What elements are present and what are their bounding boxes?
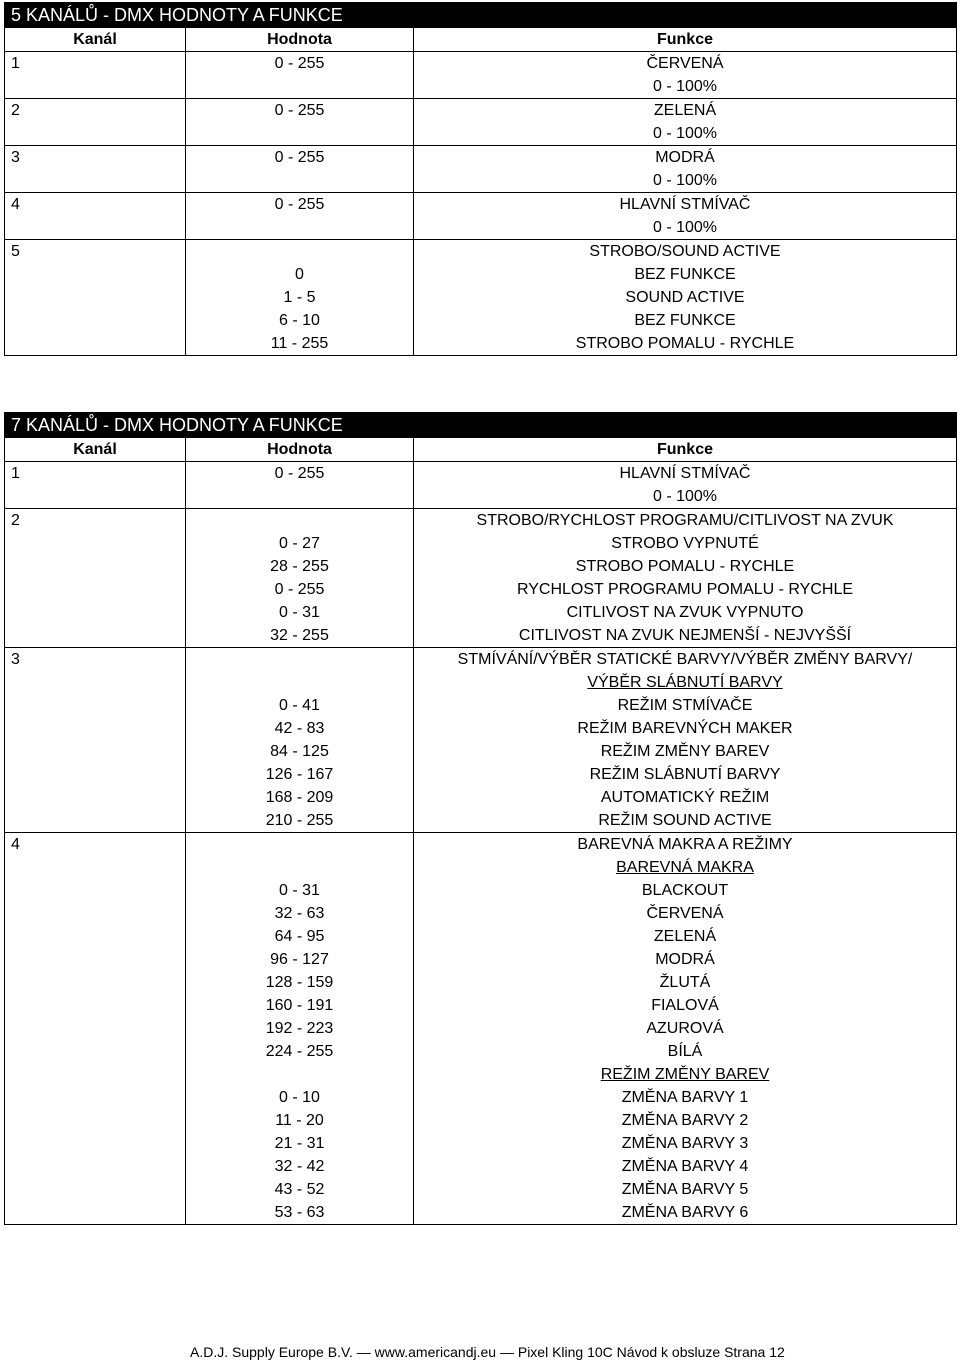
function-line: MODRÁ	[655, 149, 715, 166]
value-line: 53 - 63	[274, 1204, 325, 1221]
function-line: REŽIM STMÍVAČE	[617, 697, 753, 714]
value-line: 28 - 255	[270, 558, 329, 575]
value-line: 0	[295, 266, 304, 283]
value-line: 1 - 5	[283, 289, 316, 306]
table-row	[5, 647, 956, 832]
function-line: BEZ FUNKCE	[634, 266, 736, 283]
channel-number: 4	[11, 196, 20, 213]
channel-number: 5	[11, 243, 20, 260]
value-line: 210 - 255	[265, 812, 334, 829]
header-channel: Kanál	[73, 441, 117, 458]
channel-number: 2	[11, 102, 20, 119]
value-line: 0 - 31	[279, 882, 320, 899]
value-line: 21 - 31	[274, 1135, 325, 1152]
function-line: MODRÁ	[655, 951, 715, 968]
value-line	[186, 485, 413, 508]
function-line: AUTOMATICKÝ REŽIM	[600, 789, 770, 806]
function-line: BEZ FUNKCE	[634, 312, 736, 329]
function-line: ŽLUTÁ	[659, 974, 711, 991]
value-cell	[185, 462, 413, 508]
function-cell	[413, 462, 956, 508]
table-5-channels	[4, 2, 957, 356]
header-value: Hodnota	[185, 438, 413, 461]
value-line: 0 - 255	[274, 465, 325, 482]
function-line: ZMĚNA BARVY 5	[621, 1181, 749, 1198]
header-value: Hodnota	[185, 28, 413, 51]
channel-number: 1	[11, 465, 20, 482]
function-line: BLACKOUT	[641, 882, 729, 899]
value-line	[186, 169, 413, 192]
table-header-row	[5, 28, 956, 51]
value-line	[186, 833, 413, 856]
value-line: 42 - 83	[274, 720, 325, 737]
value-line: 0 - 255	[274, 55, 325, 72]
channel-cell	[5, 648, 185, 832]
page-footer: A.D.J. Supply Europe B.V. — www.americandj.eu — Pixel Kling 10C Návod k obsluze Strana 12	[190, 1344, 785, 1360]
value-line: 96 - 127	[270, 951, 329, 968]
function-line: 0 - 100%	[652, 125, 718, 142]
channel-cell	[5, 193, 185, 239]
function-cell	[413, 193, 956, 239]
table-row	[5, 192, 956, 239]
value-line	[186, 122, 413, 145]
function-line: FIALOVÁ	[651, 997, 719, 1014]
channel-cell	[5, 146, 185, 192]
table-row	[5, 145, 956, 192]
table-row	[5, 461, 956, 508]
channel-cell	[5, 833, 185, 1224]
value-line: 11 - 20	[275, 1112, 324, 1129]
table-header-row	[5, 438, 956, 461]
function-line: REŽIM BAREVNÝCH MAKER	[577, 720, 793, 737]
value-line: 160 - 191	[265, 997, 334, 1014]
header-channel: Kanál	[73, 31, 117, 48]
function-line: STROBO/RYCHLOST PROGRAMU/CITLIVOST NA ZVUK	[476, 512, 894, 529]
table-row	[5, 832, 956, 1224]
channel-number: 3	[11, 651, 20, 668]
value-line	[186, 856, 413, 879]
value-line: 0 - 31	[279, 604, 320, 621]
value-cell	[185, 833, 413, 1224]
value-line	[186, 671, 413, 694]
function-line: ZELENÁ	[653, 102, 717, 119]
function-line: REŽIM SOUND ACTIVE	[598, 812, 772, 829]
channel-cell	[5, 509, 185, 647]
value-line	[186, 216, 413, 239]
table-row	[5, 508, 956, 647]
function-cell	[413, 509, 956, 647]
function-line: REŽIM ZMĚNY BAREV	[600, 743, 770, 760]
value-line: 0 - 41	[279, 697, 320, 714]
value-line: 43 - 52	[274, 1181, 325, 1198]
table-title: 7 KANÁLŮ - DMX HODNOTY A FUNKCE	[5, 413, 956, 438]
function-line: BAREVNÁ MAKRA A REŽIMY	[577, 836, 793, 853]
value-line	[186, 75, 413, 98]
value-line	[186, 648, 413, 671]
value-line: 128 - 159	[265, 974, 334, 991]
value-line: 0 - 255	[274, 581, 325, 598]
function-line: ČERVENÁ	[646, 55, 724, 72]
function-line: STROBO POMALU - RYCHLE	[575, 335, 795, 352]
value-line	[186, 240, 413, 263]
value-line: 224 - 255	[265, 1043, 334, 1060]
value-cell	[185, 52, 413, 98]
channel-number: 4	[11, 836, 20, 853]
value-line: 0 - 255	[274, 102, 325, 119]
function-line: RYCHLOST PROGRAMU POMALU - RYCHLE	[516, 581, 854, 598]
value-line: 192 - 223	[265, 1020, 334, 1037]
function-line: BÍLÁ	[667, 1043, 703, 1060]
function-line: 0 - 100%	[652, 172, 718, 189]
value-line	[186, 509, 413, 532]
function-line: HLAVNÍ STMÍVAČ	[619, 196, 751, 213]
function-line: 0 - 100%	[652, 78, 718, 95]
value-line: 0 - 27	[279, 535, 320, 552]
table-body	[5, 461, 956, 1224]
function-line: STROBO POMALU - RYCHLE	[575, 558, 795, 575]
channel-cell	[5, 52, 185, 98]
channel-cell	[5, 240, 185, 355]
value-line	[186, 1063, 413, 1086]
value-line: 0 - 255	[274, 196, 325, 213]
function-line: ZMĚNA BARVY 2	[621, 1112, 749, 1129]
function-line: ZELENÁ	[653, 928, 717, 945]
value-line: 32 - 42	[274, 1158, 325, 1175]
function-line: VÝBĚR SLÁBNUTÍ BARVY	[587, 674, 783, 691]
function-line: SOUND ACTIVE	[625, 289, 745, 306]
function-line: ZMĚNA BARVY 3	[621, 1135, 749, 1152]
function-line: 0 - 100%	[652, 219, 718, 236]
value-line: 32 - 63	[274, 905, 325, 922]
function-line: 0 - 100%	[652, 488, 718, 505]
value-line: 0 - 255	[274, 149, 325, 166]
channel-number: 3	[11, 149, 20, 166]
function-line: STROBO VYPNUTÉ	[611, 535, 759, 552]
function-line: STMÍVÁNÍ/VÝBĚR STATICKÉ BARVY/VÝBĚR ZMĚNY BARVY/	[457, 651, 913, 668]
function-line: STROBO/SOUND ACTIVE	[589, 243, 781, 260]
function-line: HLAVNÍ STMÍVAČ	[619, 465, 751, 482]
channel-number: 1	[11, 55, 20, 72]
channel-number: 2	[11, 512, 20, 529]
function-line: ZMĚNA BARVY 6	[621, 1204, 749, 1221]
function-line: CITLIVOST NA ZVUK VYPNUTO	[566, 604, 804, 621]
function-cell	[413, 146, 956, 192]
function-line: CITLIVOST NA ZVUK NEJMENŠÍ - NEJVYŠŠÍ	[518, 627, 852, 644]
function-cell	[413, 52, 956, 98]
value-line: 84 - 125	[270, 743, 329, 760]
table-row	[5, 239, 956, 355]
header-function: Funkce	[413, 438, 956, 461]
function-line: BAREVNÁ MAKRA	[616, 859, 754, 876]
table-body	[5, 51, 956, 355]
function-line: AZUROVÁ	[646, 1020, 724, 1037]
value-line: 126 - 167	[265, 766, 334, 783]
value-line: 6 - 10	[279, 312, 320, 329]
value-line: 32 - 255	[270, 627, 329, 644]
value-cell	[185, 99, 413, 145]
function-cell	[413, 99, 956, 145]
function-line: ČERVENÁ	[646, 905, 724, 922]
value-cell	[185, 193, 413, 239]
function-line: ZMĚNA BARVY 4	[621, 1158, 749, 1175]
function-cell	[413, 240, 956, 355]
table-row	[5, 98, 956, 145]
value-cell	[185, 509, 413, 647]
function-cell	[413, 833, 956, 1224]
channel-cell	[5, 462, 185, 508]
value-cell	[185, 648, 413, 832]
function-cell	[413, 648, 956, 832]
value-line: 11 - 255	[270, 335, 329, 352]
table-title: 5 KANÁLŮ - DMX HODNOTY A FUNKCE	[5, 3, 956, 28]
value-line: 0 - 10	[279, 1089, 320, 1106]
value-cell	[185, 240, 413, 355]
channel-cell	[5, 99, 185, 145]
header-function: Funkce	[413, 28, 956, 51]
value-cell	[185, 146, 413, 192]
table-row	[5, 51, 956, 98]
value-line: 64 - 95	[274, 928, 325, 945]
value-line: 168 - 209	[265, 789, 334, 806]
function-line: ZMĚNA BARVY 1	[621, 1089, 749, 1106]
table-7-channels	[4, 412, 957, 1225]
function-line: REŽIM SLÁBNUTÍ BARVY	[589, 766, 781, 783]
function-line: REŽIM ZMĚNY BAREV	[600, 1066, 770, 1083]
